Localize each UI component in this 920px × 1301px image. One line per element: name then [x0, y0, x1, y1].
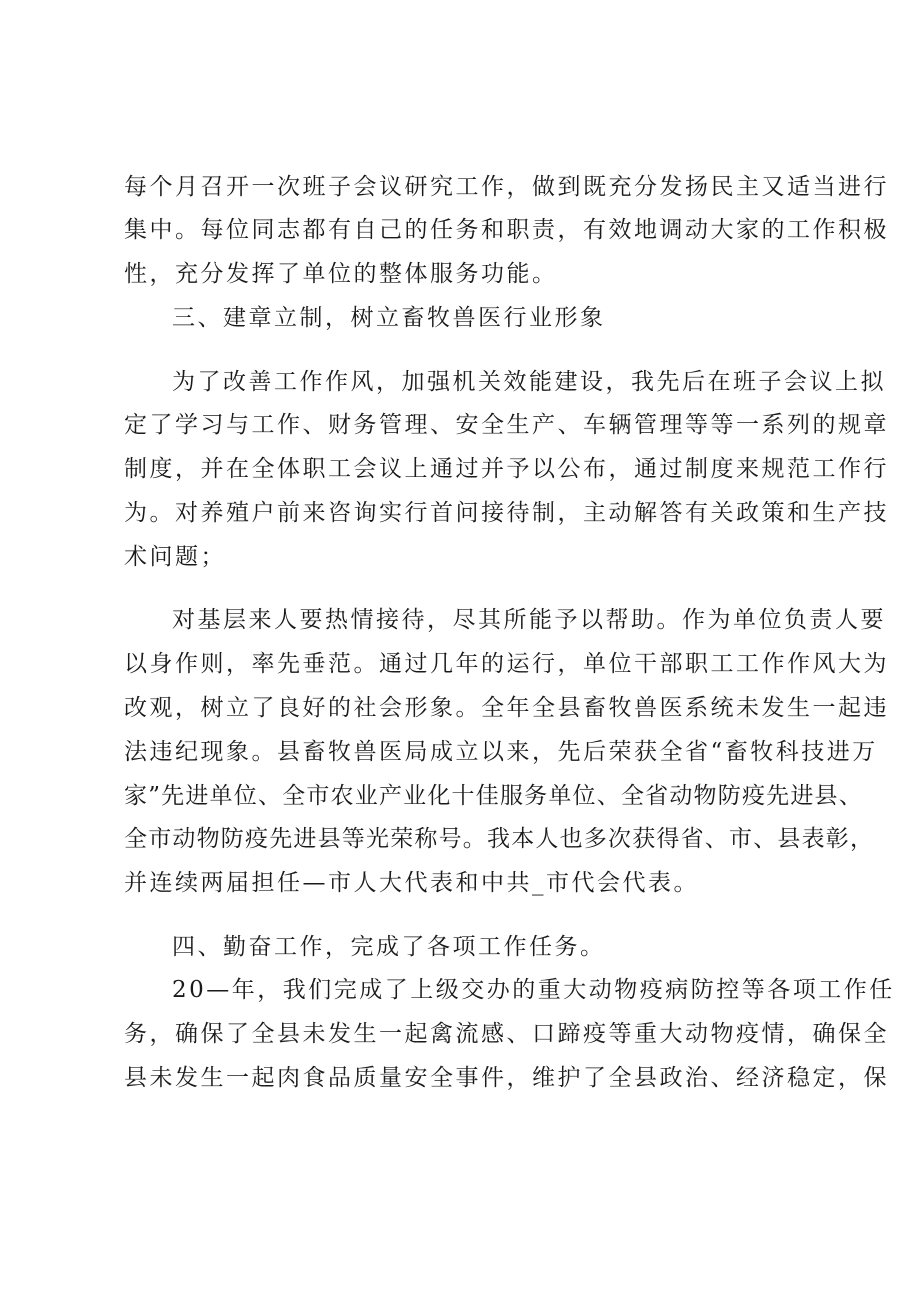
text-line: 20—年，我们完成了上级交办的重大动物疫病防控等各项工作任 — [172, 977, 895, 1003]
section-heading: 四、勤奋工作，完成了各项工作任务。 — [172, 934, 606, 960]
text-line: 为了改善工作作风，加强机关效能建设，我先后在班子会议上拟 — [172, 369, 886, 395]
text-line: 家”先进单位、全市农业产业化十佳服务单位、全省动物防疫先进县、 — [124, 783, 863, 809]
text-line: 务，确保了全县未发生一起禽流感、口蹄疫等重大动物疫情，确保全 — [124, 1021, 889, 1047]
section-heading: 三、建章立制，树立畜牧兽医行业形象 — [172, 305, 606, 331]
text-line: 术问题； — [124, 544, 226, 570]
text-line: 性，充分发挥了单位的整体服务功能。 — [124, 261, 558, 287]
text-line: 为。对养殖户前来咨询实行首问接待制，主动解答有关政策和生产技 — [124, 500, 889, 526]
text-line: 法违纪现象。县畜牧兽医局成立以来，先后荣获全省“畜牧科技进万 — [124, 739, 878, 765]
text-line: 对基层来人要热情接待，尽其所能予以帮助。作为单位负责人要 — [172, 607, 886, 633]
text-line: 制度，并在全体职工会议上通过并予以公布，通过制度来规范工作行 — [124, 456, 889, 482]
text-line: 县未发生一起肉食品质量安全事件，维护了全县政治、经济稳定，保 — [124, 1065, 889, 1091]
text-line: 改观，树立了良好的社会形象。全年全县畜牧兽医系统未发生一起违 — [124, 695, 889, 721]
text-line: 全市动物防疫先进县等光荣称号。我本人也多次获得省、市、县表彰， — [124, 826, 875, 852]
text-line: 并连续两届担任—市人大代表和中共_市代会代表。 — [124, 870, 699, 896]
text-line: 定了学习与工作、财务管理、安全生产、车辆管理等等一系列的规章 — [124, 412, 889, 438]
text-line: 以身作则，率先垂范。通过几年的运行，单位干部职工工作作风大为 — [124, 651, 889, 677]
text-line: 每个月召开一次班子会议研究工作，做到既充分发扬民主又适当进行 — [124, 174, 889, 200]
text-line: 集中。每位同志都有自己的任务和职责，有效地调动大家的工作积极 — [124, 217, 889, 243]
